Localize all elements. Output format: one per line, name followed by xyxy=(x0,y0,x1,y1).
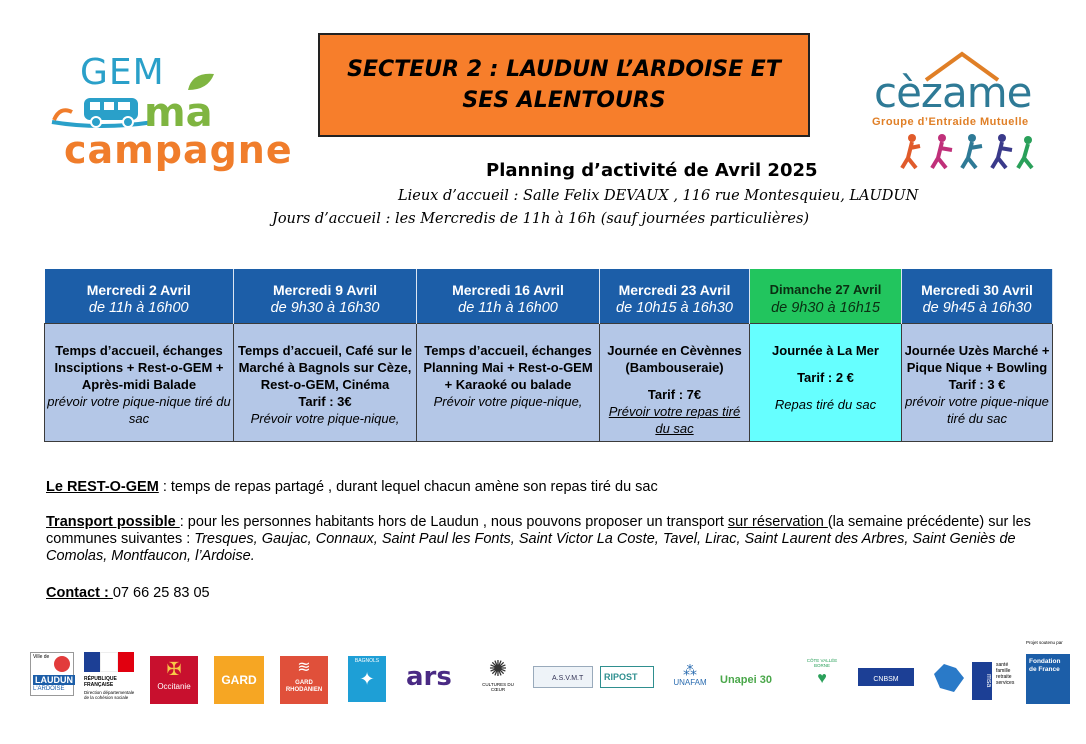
schedule-activity-row xyxy=(45,323,1053,441)
activity-line: Tarif : 3€ xyxy=(298,393,352,409)
transport-text: : pour les personnes habitants hors de Laudun , nous pouvons proposer un transport xyxy=(179,514,728,530)
cross-icon: ✠ xyxy=(166,659,182,679)
laudun-emblem xyxy=(54,656,70,672)
schedule-hours: de 11h à 16h00 xyxy=(88,299,189,316)
logo-msa xyxy=(972,662,1020,700)
logo-cote-vallee xyxy=(800,658,844,702)
schedule-header-4 xyxy=(600,269,750,323)
schedule-header-1 xyxy=(45,269,234,323)
logo-asvmt xyxy=(533,666,593,688)
ars-label: ars xyxy=(406,662,452,692)
schedule-activity-4 xyxy=(600,323,750,441)
schedule-header-2 xyxy=(234,269,417,323)
ddcs-label: Direction départementale de la cohésion sociale xyxy=(84,690,135,700)
republique-label: RÉPUBLIQUE FRANÇAISE xyxy=(84,676,117,688)
schedule-activity-5 xyxy=(750,323,902,441)
schedule-hours: de 11h à 16h00 xyxy=(458,299,558,316)
activity-line: Prévoir votre repas tiré du sac xyxy=(608,403,741,436)
logo-bagnols xyxy=(348,656,386,702)
schedule-table xyxy=(44,269,1053,442)
msa-line-4: services xyxy=(996,680,1015,686)
schedule-day: Mercredi 23 Avril xyxy=(618,281,731,298)
logo-ripost xyxy=(600,666,654,688)
cezame-word: cèzame xyxy=(874,68,1032,117)
map-icon xyxy=(930,660,966,696)
spacer xyxy=(752,359,899,369)
transport-text-2: (la semaine précédente) sur les communes suivantes : xyxy=(46,514,1031,547)
flag-icon xyxy=(84,652,134,672)
schedule-day: Mercredi 2 Avril xyxy=(86,281,191,298)
transport-label: Transport possible xyxy=(46,514,180,530)
heartbeat-icon: ♥ xyxy=(817,670,827,687)
unapei-label: Unapei 30 xyxy=(720,674,772,686)
wave-icon: ≋ xyxy=(297,659,311,676)
schedule-activity-1 xyxy=(45,323,234,441)
activity-line: Temps d’accueil, échanges Planning Mai + Rest-o-GEM + Karaoké ou balade xyxy=(423,342,593,392)
logo-fondation-de-france xyxy=(1026,640,1070,708)
sun-icon: ✺ xyxy=(488,656,508,681)
logo-republique xyxy=(84,652,138,700)
cezame-subtitle: Groupe d’Entraide Mutuelle xyxy=(872,116,1029,128)
logo-ars xyxy=(406,662,462,694)
schedule-activity-6 xyxy=(902,323,1053,441)
ma-word: ma xyxy=(144,90,213,136)
activity-line: Prévoir votre pique-nique, xyxy=(250,410,400,426)
contact-label: Contact : xyxy=(46,585,113,601)
cote-label: CÔTE VALLÉE BORNE xyxy=(806,658,838,668)
logo-cultures-du-coeur xyxy=(476,656,520,704)
transport-communes: Tresques, Gaujac, Connaux, Saint Paul les Fonts, Saint Victor La Coste, Tavel, Lirac, Saint Laurent des Arbres, Saint Geniès de Comolas, Montfaucon, l’Ardoise. xyxy=(46,531,1016,564)
schedule-header-3 xyxy=(417,269,600,323)
activity-line: Journée Uzès Marché + Pique Nique + Bowling xyxy=(904,342,1050,375)
schedule-activity-3 xyxy=(417,323,600,441)
transport-reservation: sur réservation xyxy=(727,514,828,530)
leaf-icon xyxy=(186,70,216,92)
schedule-day: Mercredi 16 Avril xyxy=(452,281,564,298)
schedule-hours: de 10h15 à 16h30 xyxy=(616,299,733,316)
logo-cnbsm xyxy=(858,668,914,686)
logo-laudun xyxy=(30,652,74,696)
logo-unafam xyxy=(668,662,712,696)
schedule-hours: de 9h30 à 16h30 xyxy=(270,299,380,316)
cnbsm-label: CNBSM xyxy=(873,676,899,683)
transport-paragraph xyxy=(46,514,1046,565)
logo-gard xyxy=(214,656,264,704)
schedule-hours: de 9h30 à 16h15 xyxy=(771,300,880,317)
activity-line: Repas tiré du sac xyxy=(774,396,877,412)
gem-ma-campagne-logo xyxy=(36,50,293,180)
activity-line: prévoir votre pique-nique tiré du sac xyxy=(905,393,1049,426)
campagne-word: campagne xyxy=(64,128,293,172)
schedule-day: Dimanche 27 Avril xyxy=(769,282,882,298)
logo-unapei xyxy=(720,670,796,690)
jours-accueil: Jours d’accueil : les Mercredis de 11h à 16h (sauf journées particulières) xyxy=(272,211,810,227)
people-icon: ⁂ xyxy=(683,662,697,678)
msa-mark: msa xyxy=(972,662,992,700)
schedule-day: Mercredi 30 Avril xyxy=(921,281,1033,298)
laudun-ville-de: Ville de xyxy=(33,654,50,660)
cultures-label: CULTURES DU CŒUR xyxy=(482,682,514,692)
people-running-icon xyxy=(898,132,1038,172)
msa-line-2: famille xyxy=(996,668,1011,674)
laudun-sub: L'ARDOISE xyxy=(33,686,65,692)
schedule-hours: de 9h45 à 16h30 xyxy=(922,299,1032,316)
logo-occitanie xyxy=(150,656,198,704)
msa-line-3: retraite xyxy=(996,674,1012,680)
activity-line: Journée en Cèvènnes (Bambouseraie) xyxy=(607,342,742,375)
restogem-text: : temps de repas partagé , durant lequel chacun amène son repas tiré du sac xyxy=(158,479,658,495)
gard-label: GARD xyxy=(221,673,257,687)
spacer xyxy=(752,386,899,396)
schedule-header-row xyxy=(45,269,1053,323)
activity-line: Temps d’accueil, échanges Insciptions + Rest-o-GEM + Après-midi Balade xyxy=(54,342,224,392)
schedule-header-5 xyxy=(750,269,902,323)
schedule-day: Mercredi 9 Avril xyxy=(272,281,377,298)
planning-title: Planning d’activité de Avril 2025 xyxy=(486,160,818,181)
activity-line: Tarif : 7€ xyxy=(647,386,702,402)
contact-paragraph xyxy=(46,585,210,602)
msa-line-1: santé xyxy=(996,662,1009,668)
fondation-top: Projet soutenu par xyxy=(1026,640,1063,645)
ripost-label: RIPOST xyxy=(604,672,638,682)
activity-line: Temps d’accueil, Café sur le Marché à Bagnols sur Cèze, Rest-o-GEM, Cinéma xyxy=(238,342,412,392)
cezame-logo xyxy=(862,50,1062,180)
activity-line: Tarif : 2 € xyxy=(797,369,854,385)
occitanie-label: Occitanie xyxy=(157,682,191,691)
schedule-header-6 xyxy=(902,269,1053,323)
logo-gard-rhodanien xyxy=(280,656,328,704)
activity-line: Prévoir votre pique-nique, xyxy=(433,393,583,409)
asvmt-label: A.S.V.M.T xyxy=(552,675,584,682)
schedule-activity-2 xyxy=(234,323,417,441)
activity-line: Journée à La Mer xyxy=(772,342,879,358)
sector-title-box xyxy=(318,33,810,137)
gem-word: GEM xyxy=(80,52,165,93)
partner-logos xyxy=(0,640,1086,740)
figure-icon: ✦ xyxy=(359,669,375,689)
restogem-paragraph xyxy=(46,479,658,496)
restogem-label: Le REST-O-GEM xyxy=(46,479,159,495)
unafam-label: UNAFAM xyxy=(673,678,707,687)
activity-line: Tarif : 3 € xyxy=(948,376,1006,392)
fondation-name: Fondation de France xyxy=(1026,654,1070,704)
activity-line: prévoir votre pique-nique tiré du sac xyxy=(47,393,231,426)
contact-phone: 07 66 25 83 05 xyxy=(112,585,210,601)
laudun-name: LAUDUN xyxy=(35,675,73,685)
bagnols-label: BAGNOLS xyxy=(354,658,380,664)
lieux-accueil: Lieux d’accueil : Salle Felix DEVAUX , 116 rue Montesquieu, LAUDUN xyxy=(398,188,919,204)
spacer xyxy=(602,376,747,386)
gard-rhodanien-label: GARD RHODANIEN xyxy=(285,680,323,693)
sector-title: SECTEUR 2 : LAUDUN L’ARDOISE ET SES ALENTOURS xyxy=(347,57,781,113)
